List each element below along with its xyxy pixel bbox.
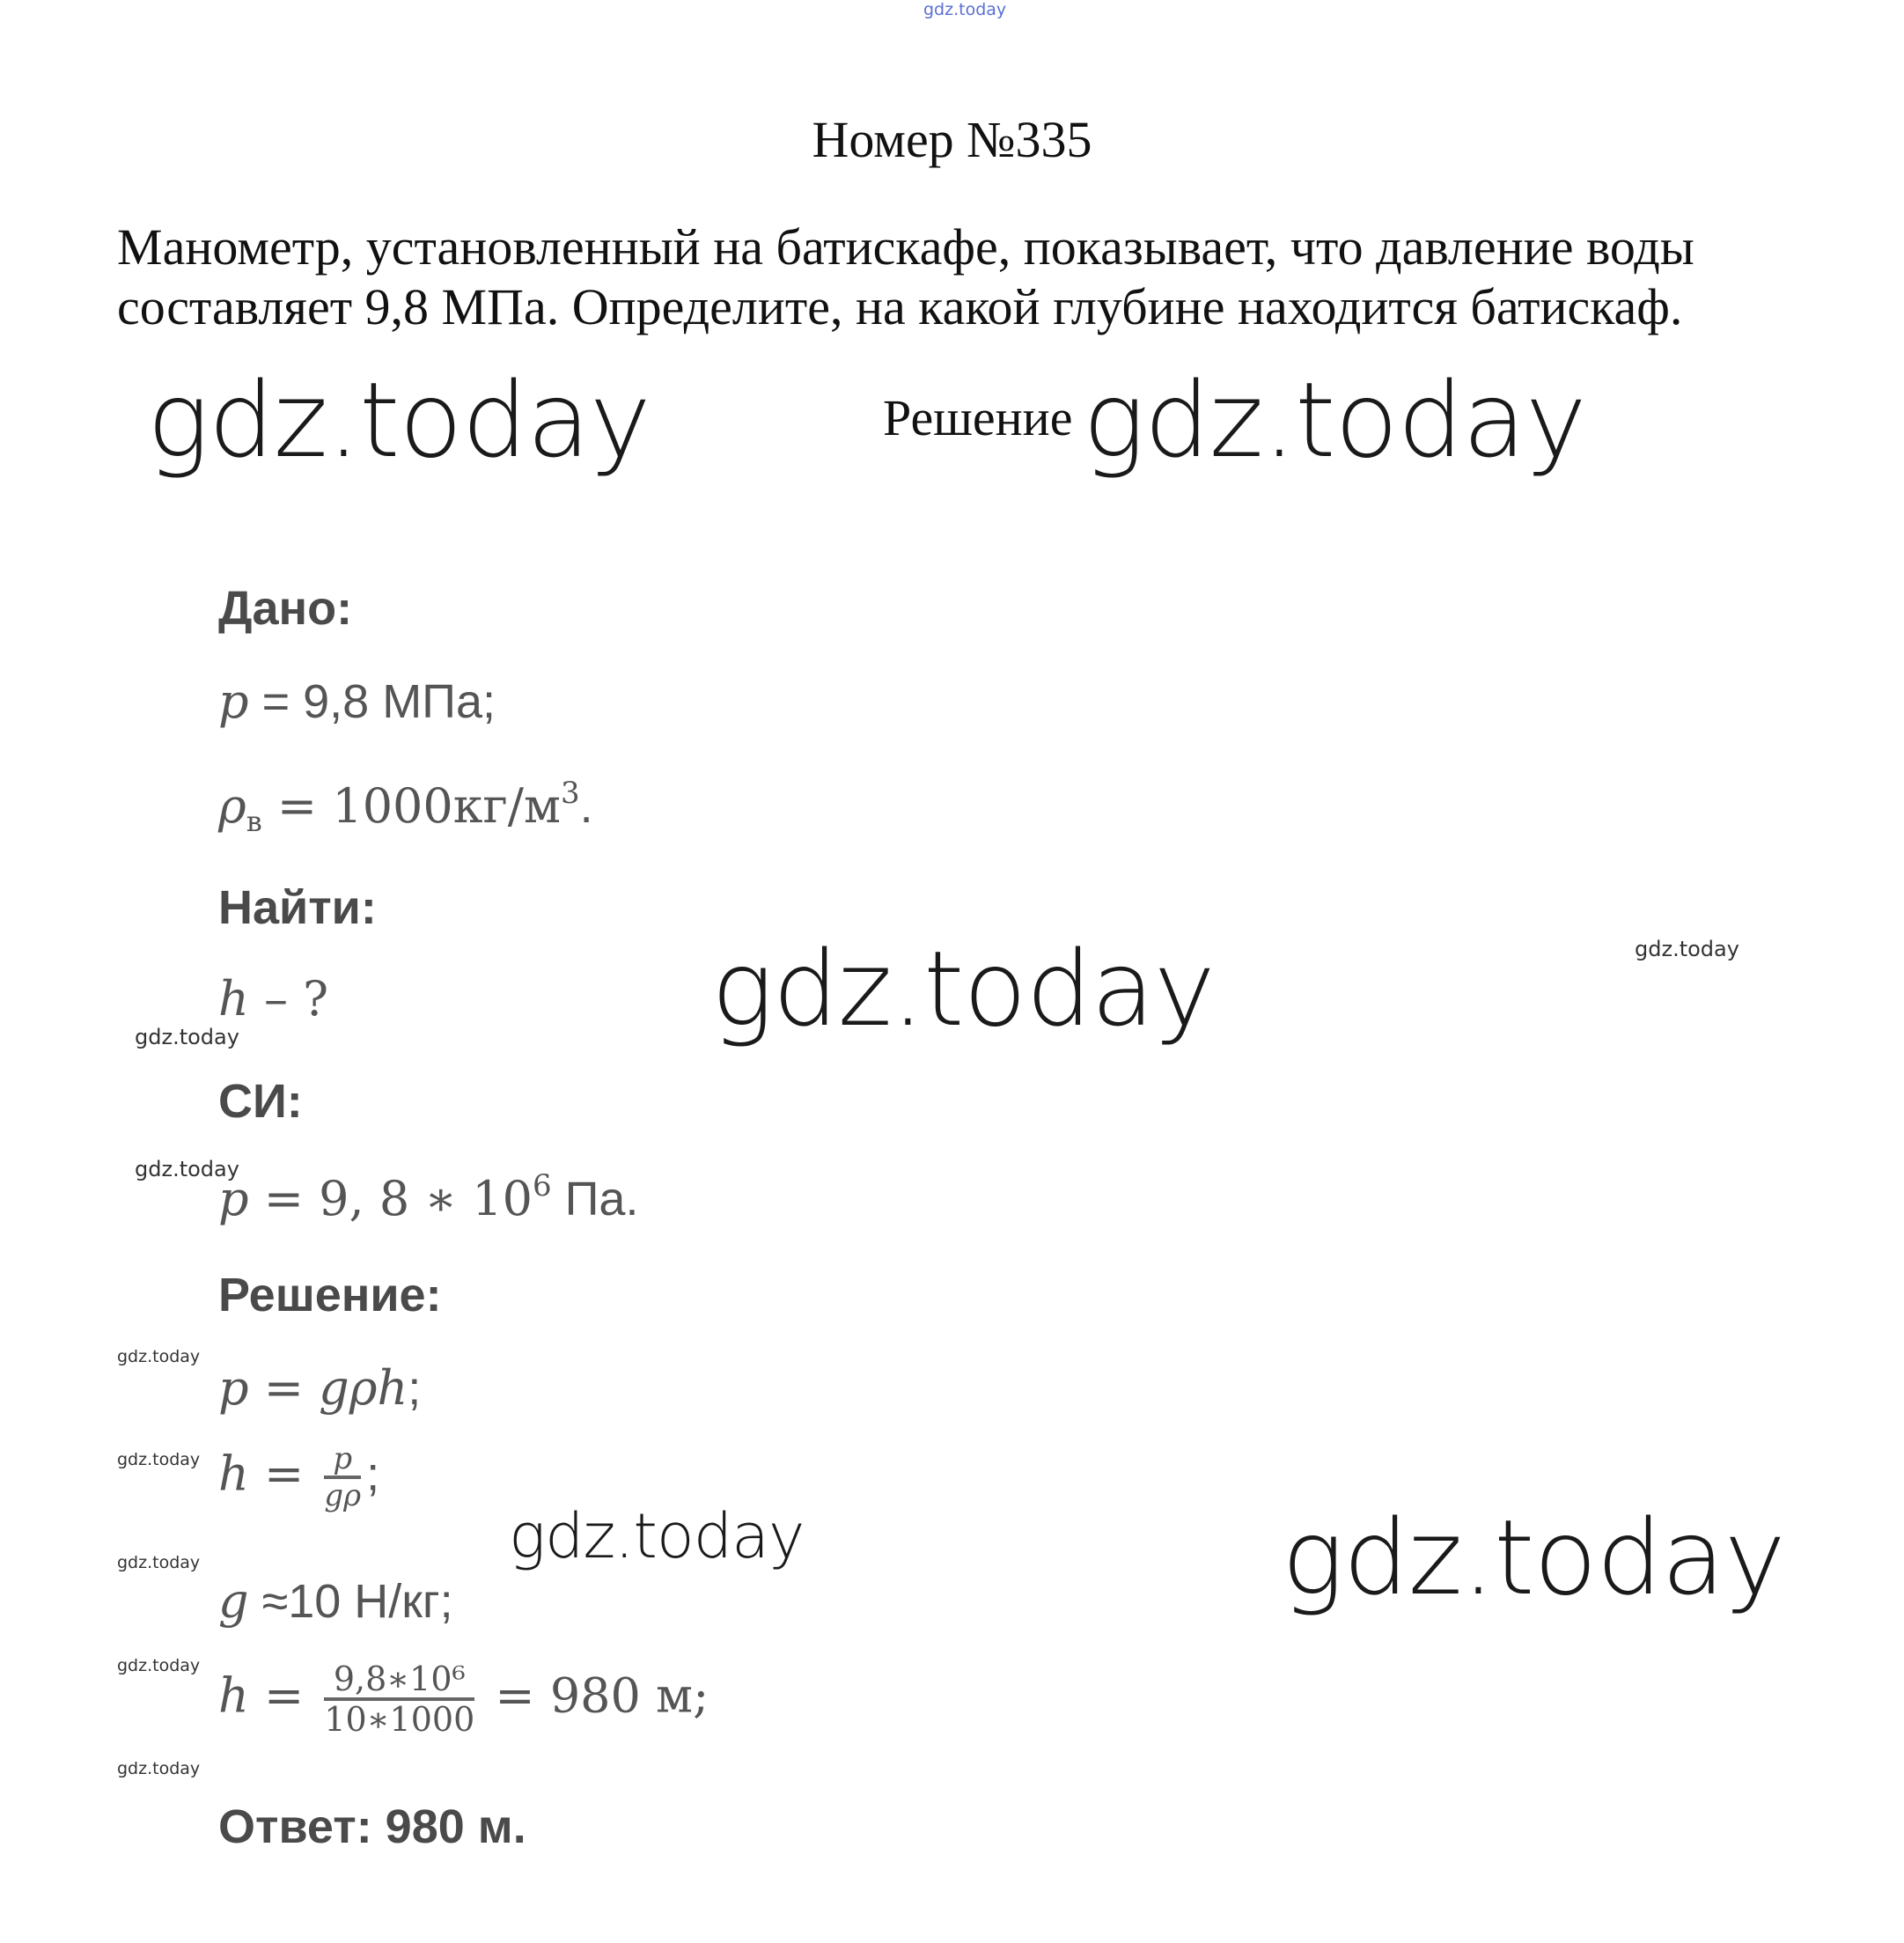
si-p-exponent: 6 [532, 1168, 552, 1203]
formula-depth [218, 1441, 380, 1513]
calc-fraction [324, 1660, 475, 1739]
find-unknown [218, 971, 329, 1027]
find-h-symbol: h [218, 971, 249, 1027]
watermark-tiny-5: gdz.today [117, 1759, 201, 1778]
formula1-end: ; [408, 1362, 422, 1415]
si-p-unit: Па. [551, 1173, 639, 1225]
calculation [218, 1660, 709, 1739]
watermark-tiny-3: gdz.today [117, 1553, 201, 1572]
gravity-value [218, 1573, 453, 1629]
watermark-top: gdz.today [923, 0, 1007, 19]
given-p-symbol: p [218, 673, 249, 729]
formula2-denominator: gρ [324, 1478, 362, 1513]
watermark-tiny-2: gdz.today [117, 1450, 201, 1469]
solution-label: Решение: [218, 1269, 442, 1321]
given-rho-end: . [579, 780, 593, 833]
watermark-large-2: gdz.today [1083, 359, 1586, 481]
given-rho-symbol: ρ [218, 778, 246, 834]
task-text-line-2: составляет 9,8 МПа. Определите, на какой глубине находится батискаф. [117, 278, 1683, 335]
calc-denominator: 10∗1000 [324, 1700, 475, 1739]
formula1-rhs: gρh [319, 1360, 408, 1416]
solution-heading: Решение [883, 389, 1073, 446]
g-value: ≈10 Н/кг; [248, 1575, 453, 1628]
find-label: Найти: [218, 881, 377, 934]
formula1-lhs: p [218, 1360, 249, 1416]
given-pressure [218, 673, 496, 729]
watermark-tiny-4: gdz.today [117, 1656, 201, 1675]
page-title: Номер №335 [812, 111, 1092, 168]
answer: Ответ: 980 м. [218, 1800, 526, 1853]
watermark-small-2: gdz.today [135, 1025, 239, 1049]
given-p-value: = 9,8 МПа; [248, 675, 496, 728]
formula1-eq: = [248, 1360, 320, 1416]
formula2-eq: = [248, 1446, 320, 1502]
calc-numerator: 9,8∗10⁶ [324, 1662, 474, 1701]
calc-eq: = [248, 1667, 320, 1724]
formula2-fraction [324, 1441, 362, 1513]
watermark-medium: gdz.today [509, 1500, 805, 1572]
formula2-numerator: p [324, 1444, 361, 1479]
si-label: СИ: [218, 1075, 303, 1128]
given-rho-value: = 1000кг/м [261, 778, 562, 834]
watermark-large-3: gdz.today [711, 928, 1215, 1049]
g-symbol: g [218, 1573, 249, 1629]
task-text-line-1: Манометр, установленный на батискафе, показывает, что давление воды [117, 218, 1694, 276]
watermark-small-1: gdz.today [1635, 937, 1739, 961]
watermark-small-3: gdz.today [135, 1157, 239, 1181]
calc-lhs: h [218, 1667, 249, 1724]
watermark-large-1: gdz.today [147, 359, 651, 481]
si-pressure [218, 1168, 639, 1226]
formula2-lhs: h [218, 1446, 249, 1502]
formula-pressure [218, 1360, 422, 1416]
given-label: Дано: [218, 582, 353, 635]
watermark-large-4: gdz.today [1282, 1497, 1785, 1618]
calc-result: = 980 м; [480, 1667, 709, 1724]
formula2-end: ; [366, 1447, 380, 1501]
watermark-tiny-1: gdz.today [117, 1347, 201, 1366]
given-density [218, 776, 593, 838]
given-rho-superscript: 3 [561, 776, 580, 811]
find-h-rest: – ? [248, 971, 329, 1027]
given-rho-subscript: в [246, 805, 262, 838]
si-p-symbol: p [218, 1171, 249, 1226]
si-p-value: = 9, 8 ∗ 10 [248, 1171, 533, 1226]
